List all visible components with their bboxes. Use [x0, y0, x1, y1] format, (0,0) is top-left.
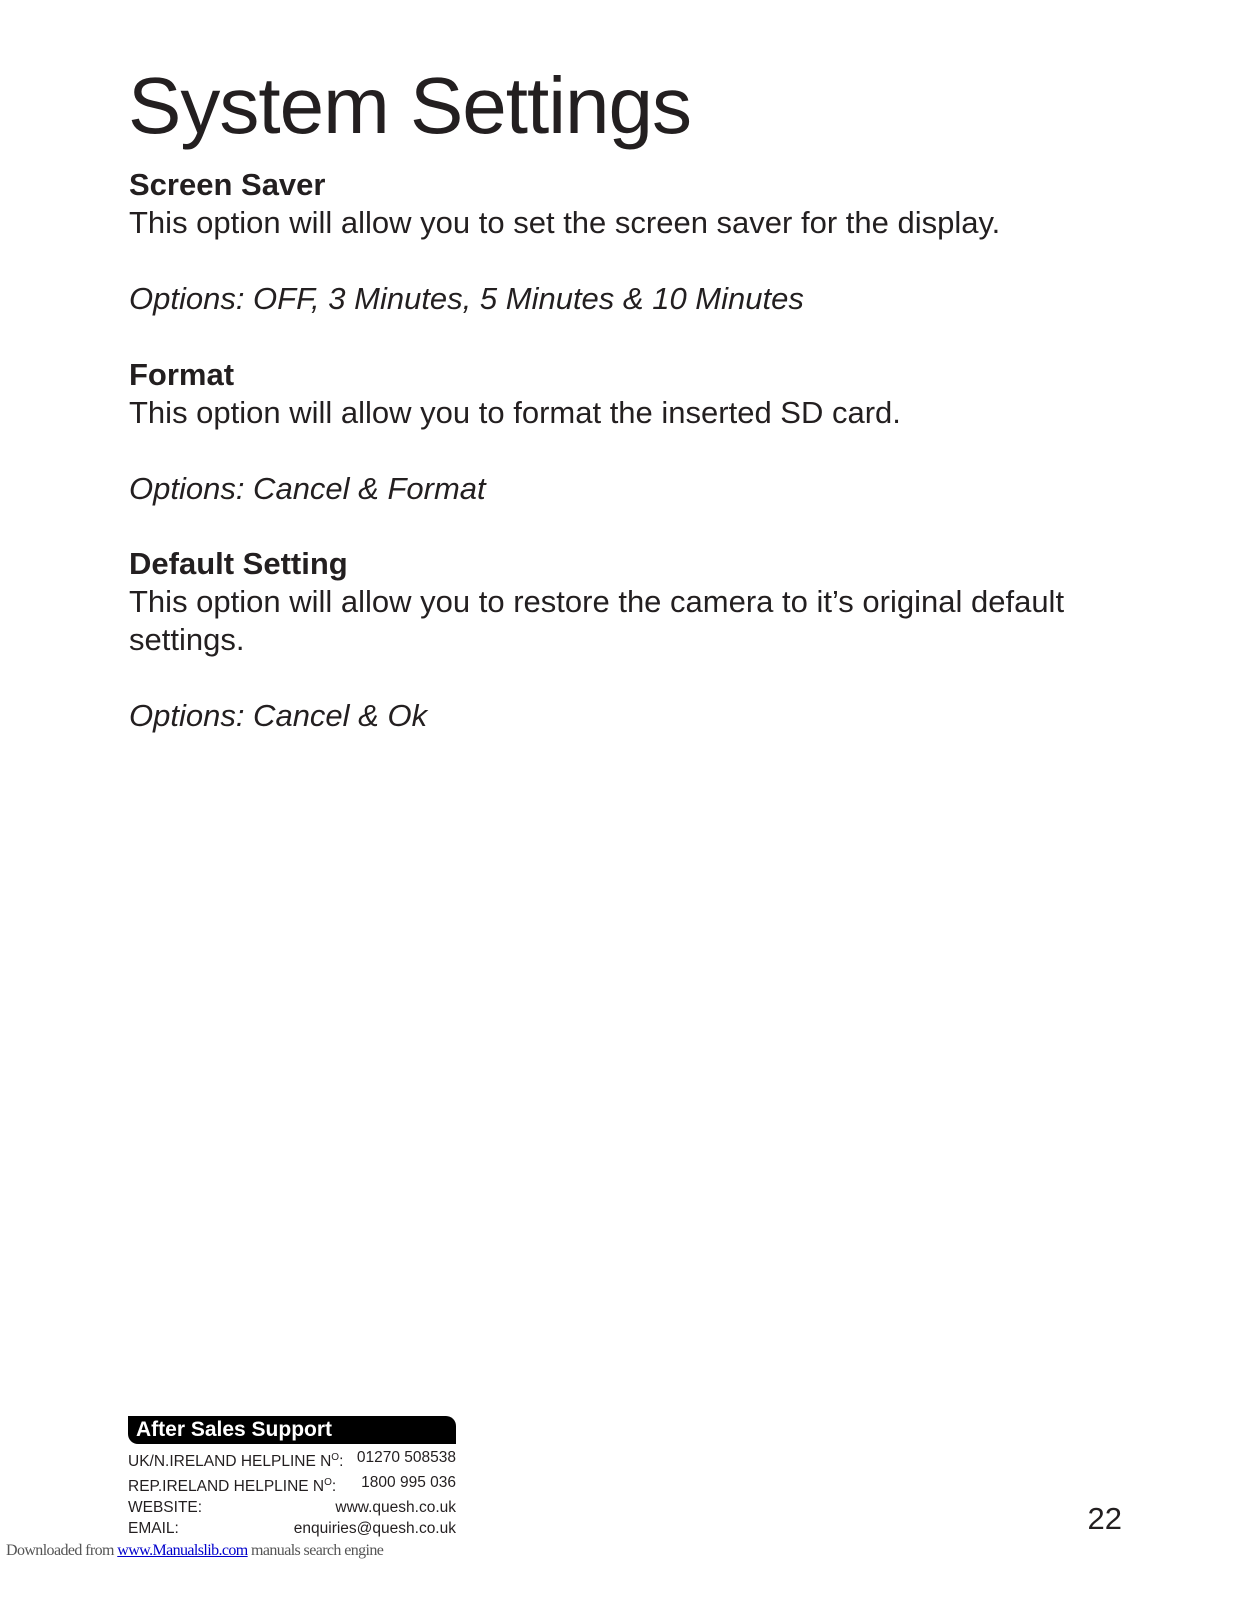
support-row-ireland-helpline [128, 1472, 456, 1497]
section-heading: Screen Saver [129, 167, 326, 202]
support-label: UK/N.IRELAND HELPLINE $N^O$: [128, 1452, 344, 1471]
section-description: This option will allow you to restore the camera to it’s original default settings. [129, 584, 1065, 657]
section-options: Options: OFF, 3 Minutes, 5 Minutes & 10 Minutes [129, 281, 804, 316]
support-label: REP.IRELAND HELPLINE $N^O$: [128, 1477, 337, 1496]
footer-suffix: manuals search engine [247, 1542, 384, 1559]
section-options: Options: Cancel & Ok [129, 698, 428, 733]
support-value: www.quesh.co.uk [335, 1499, 456, 1517]
support-row-email [128, 1518, 456, 1539]
support-value: 01270 508538 [356, 1449, 456, 1466]
manualslib-link[interactable]: www.Manualslib.com [117, 1542, 248, 1559]
section-heading: Default Setting [129, 546, 348, 581]
support-row-website [128, 1497, 456, 1518]
support-value: 1800 995 036 [361, 1474, 456, 1492]
support-header: After Sales Support [128, 1416, 456, 1444]
section-default-setting [129, 545, 1109, 735]
section-heading: Format [129, 357, 235, 392]
support-list [128, 1447, 456, 1539]
page-number: 22 [1087, 1501, 1122, 1536]
section-options: Options: Cancel & Format [129, 471, 486, 506]
section-description: This option will allow you to set the screen saver for the display. [129, 205, 1001, 240]
section-description: This option will allow you to format the inserted SD card. [129, 395, 901, 430]
support-row-uk-helpline [128, 1447, 456, 1472]
section-format [129, 356, 1109, 508]
footer-prefix: Downloaded from [6, 1542, 118, 1559]
page-title: System Settings [128, 61, 692, 150]
support-label: EMAIL: [128, 1520, 179, 1538]
support-value: enquiries@quesh.co.uk [293, 1520, 456, 1538]
section-screen-saver [129, 166, 1109, 318]
after-sales-support [128, 1416, 456, 1539]
support-label: WEBSITE: [128, 1499, 203, 1517]
download-footer [6, 1542, 383, 1560]
